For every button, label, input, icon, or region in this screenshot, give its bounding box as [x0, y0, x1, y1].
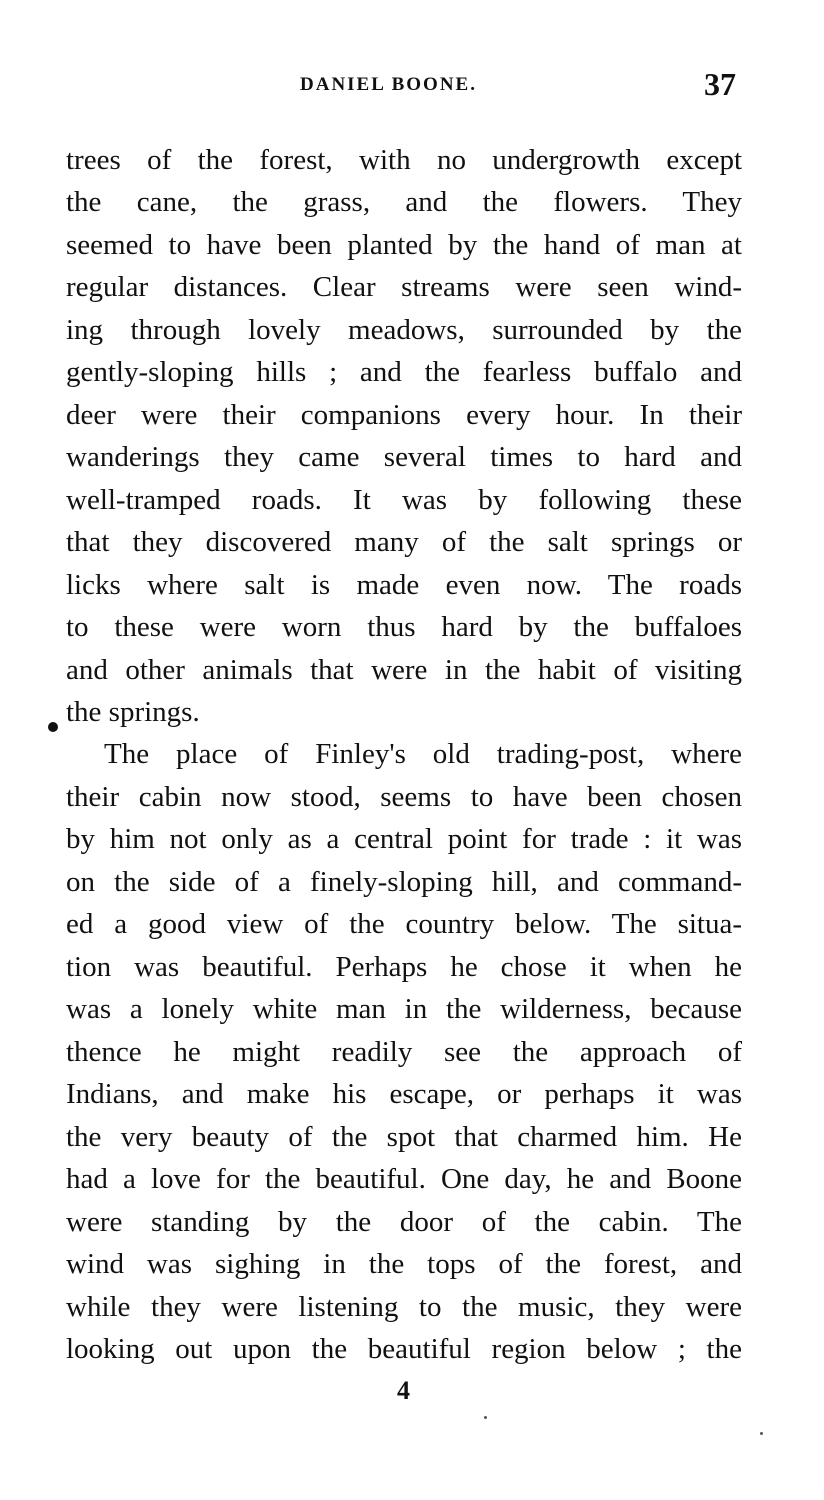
text-line: the springs.: [66, 696, 200, 728]
running-head: DANIEL BOONE.: [300, 74, 477, 95]
signature-mark: 4: [397, 1376, 410, 1405]
text-line: wind was sighing in the tops of the forest, and: [66, 1248, 742, 1280]
text-line: on the side of a finely-sloping hill, and command-: [66, 866, 742, 898]
text-line: tion was beautiful. Perhaps he chose it when he: [66, 951, 742, 983]
ink-dot: [48, 722, 58, 732]
text-line: thence he might readily see the approach of: [66, 1036, 742, 1068]
text-line: to these were worn thus hard by the buffaloes: [66, 611, 742, 643]
text-line: had a love for the beautiful. One day, he and Boone: [66, 1163, 742, 1195]
text-line: licks where salt is made even now. The roads: [66, 569, 742, 601]
text-line: was a lonely white man in the wilderness, because: [66, 993, 742, 1025]
paper-speck: [760, 1432, 763, 1435]
text-line: the very beauty of the spot that charmed him. He: [66, 1121, 742, 1153]
text-line: deer were their companions every hour. In their: [66, 399, 742, 431]
text-line: gently-sloping hills ; and the fearless buffalo and: [66, 356, 742, 388]
page-number: 37: [704, 66, 736, 102]
text-line: and other animals that were in the habit of visiting: [66, 654, 742, 686]
text-line: ing through lovely meadows, surrounded by the: [66, 314, 742, 346]
text-line: while they were listening to the music, they were: [66, 1291, 742, 1323]
text-line: The place of Finley's old trading-post, where: [104, 738, 742, 770]
text-line: the cane, the grass, and the flowers. They: [66, 186, 742, 218]
text-line: regular distances. Clear streams were seen wind-: [66, 271, 742, 303]
text-line: seemed to have been planted by the hand of man at: [66, 229, 742, 261]
text-line: wanderings they came several times to hard and: [66, 441, 742, 473]
text-line: by him not only as a central point for trade : it was: [66, 823, 742, 855]
text-line: looking out upon the beautiful region below ; the: [66, 1333, 742, 1365]
text-line: ed a good view of the country below. The situa-: [66, 908, 742, 940]
text-line: were standing by the door of the cabin. The: [66, 1206, 742, 1238]
paper-speck: [484, 1416, 487, 1419]
text-line: trees of the forest, with no undergrowth except: [66, 144, 742, 176]
text-line: that they discovered many of the salt springs or: [66, 526, 742, 558]
text-line: Indians, and make his escape, or perhaps it was: [66, 1078, 742, 1110]
text-line: their cabin now stood, seems to have been chosen: [66, 781, 742, 813]
text-line: well-tramped roads. It was by following these: [66, 484, 742, 516]
